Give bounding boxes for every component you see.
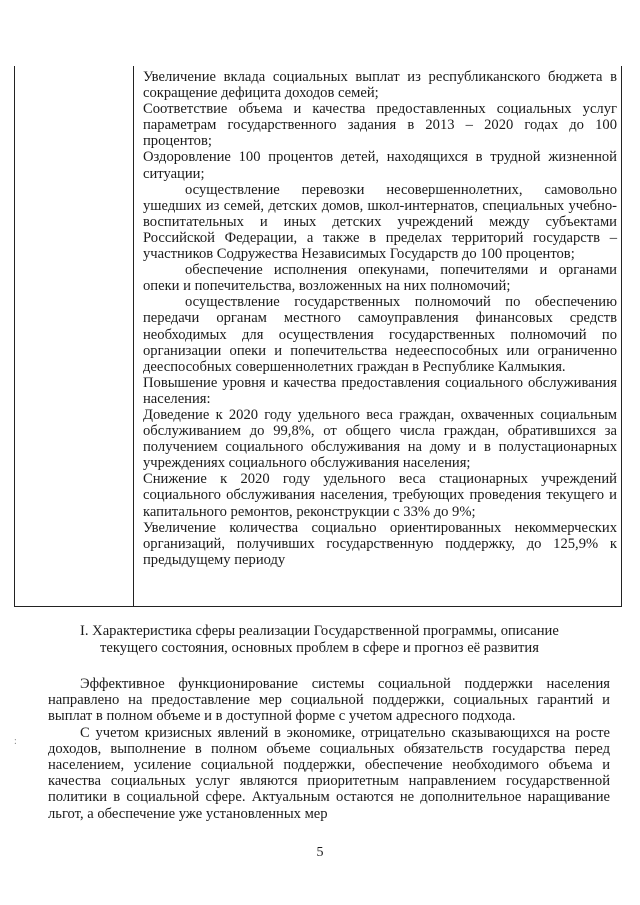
table-paragraph: Повышение уровня и качества предоставления социального обслуживания населения: xyxy=(143,374,617,407)
table-paragraph: осуществление государственных полномочий по обеспечению передачи органам местного самоуправления финансовых средств необходимых для осуществления государственных полномочий по организации опеки и попечительства недееспособных или ограниченно дееспособных совершеннолетних граждан в Республике Калмыкия. xyxy=(143,294,617,375)
body-paragraph: Эффективное функционирование системы социальной поддержки населения направлено на предоставление мер социальной поддержки, социальных гарантий и выплат в полном объеме и в доступной форме с учетом адресного подхода. xyxy=(48,676,610,725)
section-heading xyxy=(80,623,600,657)
table-paragraph: Доведение к 2020 году удельного веса граждан, охваченных социальным обслуживанием до 99,8%, от общего числа граждан, обратившихся за получением социального обслуживания на дому и в полустационарных учреждениях социального обслуживания населения; xyxy=(143,406,617,472)
table-column-divider xyxy=(133,66,134,607)
table-paragraph: Снижение к 2020 году удельного веса стационарных учреждений социального обслуживания населения, требующих проведения текущего и капитального ремонтов, реконструкции с 33% до 9%; xyxy=(143,471,617,520)
table-paragraph: Увеличение вклада социальных выплат из республиканского бюджета в сокращение дефицита доходов семей; xyxy=(143,69,617,102)
table-paragraph: Увеличение количества социально ориентированных некоммерческих организаций, получивших государственную поддержку, до 125,9% к предыдущему периоду xyxy=(143,519,617,568)
page-number: 5 xyxy=(316,845,324,860)
body-paragraph: С учетом кризисных явлений в экономике, отрицательно сказывающихся на росте доходов, выполнение в полном объеме социальных обязательств государства перед населением, усиление социальной поддержки, обеспечение необходимого объема и качества социальных услуг являются приоритетным направлением государственной политики в социальной сфере. Актуальным остаются не дополнительное наращивание льгот, а обеспечение уже установленных мер xyxy=(48,724,610,822)
section-heading-line2: текущего состояния, основных проблем в сфере и прогноз её развития xyxy=(100,640,539,656)
scan-margin-mark: : xyxy=(14,736,17,747)
table-paragraph: обеспечение исполнения опекунами, попечителями и органами опеки и попечительства, возложенных на них полномочий; xyxy=(143,262,617,295)
table-paragraph: Соответствие объема и качества предоставленных социальных услуг параметрам государственного задания в 2013 – 2020 годах до 100 процентов; xyxy=(143,101,617,150)
table-paragraph: Оздоровление 100 процентов детей, находящихся в трудной жизненной ситуации; xyxy=(143,149,617,182)
body-text xyxy=(48,676,610,822)
table-paragraph: осуществление перевозки несовершеннолетних, самовольно ушедших из семей, детских домов, школ-интернатов, специальных учебно-воспитательных и иных детских учреждений между субъектами Российской Федерации, а также в пределах территорий государств – участников Содружества Независимых Государств до 100 процентов; xyxy=(143,181,617,263)
goals-table-content-cell xyxy=(137,69,617,568)
section-heading-line1: I. Характеристика сферы реализации Государственной программы, описание xyxy=(80,623,559,639)
